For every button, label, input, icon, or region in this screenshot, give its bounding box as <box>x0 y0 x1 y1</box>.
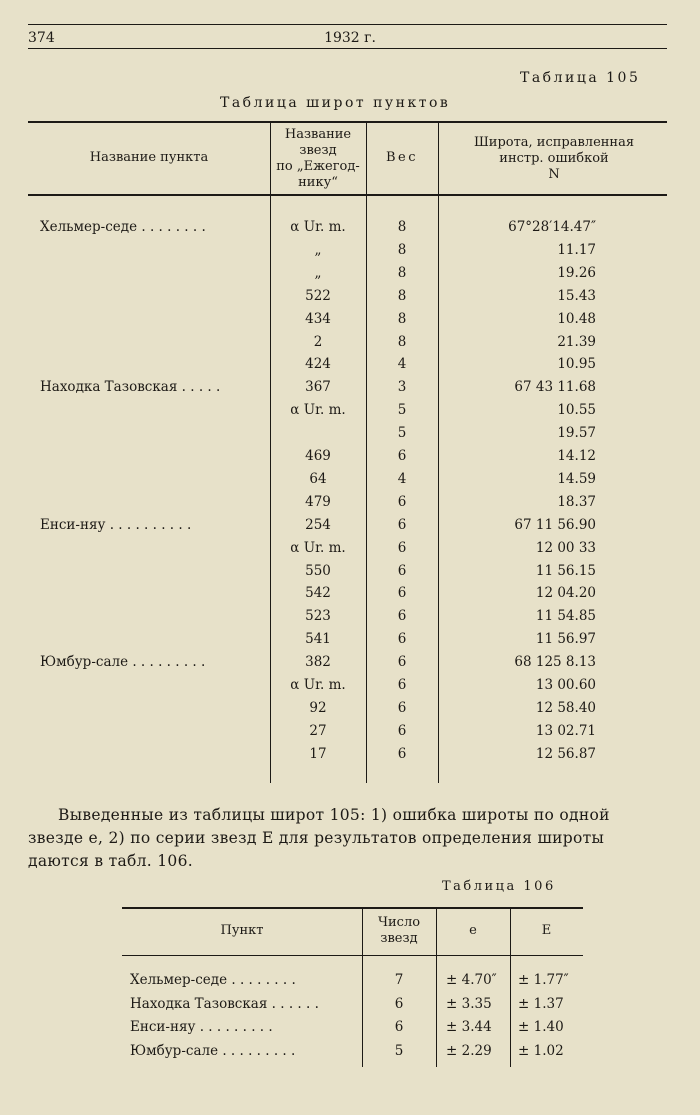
table105-cell-star: 2 <box>313 334 323 350</box>
table105-cell-star: 479 <box>305 494 331 510</box>
table105-cell-weight: 3 <box>397 379 407 395</box>
table105-col-lat-l1: Широта, исправленная <box>473 135 635 150</box>
table105-cell-lat: 10.48 <box>557 311 596 327</box>
table106-cell-e: ± 4.70″ <box>446 972 497 988</box>
table105-col-weight: Вес <box>385 150 419 165</box>
table105-cell-star: α Ur. m. <box>290 402 346 418</box>
table105-cell-weight: 6 <box>397 631 407 647</box>
table105-cell-weight: 6 <box>397 700 407 716</box>
table105-cell-weight: 8 <box>397 288 407 304</box>
table105-cell-point: Енси-няу . . . . . . . . . . <box>40 517 192 533</box>
table105-cell-weight: 6 <box>397 654 407 670</box>
table105-cell-weight: 5 <box>397 402 407 418</box>
table105-cell-point: Хельмер-седе . . . . . . . . <box>40 219 206 235</box>
table106-cell-num: 6 <box>394 996 404 1012</box>
table105-cell-weight: 6 <box>397 540 407 556</box>
table105-cell-weight: 8 <box>397 265 407 281</box>
table105-cell-lat: 14.59 <box>557 471 596 487</box>
table105-cell-weight: 5 <box>397 425 407 441</box>
table106-cell-E: ± 1.40 <box>518 1019 564 1035</box>
table105-cell-weight: 8 <box>397 334 407 350</box>
table106-cell-num: 6 <box>394 1019 404 1035</box>
table105-col-point: Название пункта <box>89 150 209 165</box>
table105-cell-star: α Ur. m. <box>290 677 346 693</box>
table105-cell-star: 522 <box>305 288 331 304</box>
table105-cell-lat: 11 54.85 <box>535 608 596 624</box>
page-year: 1932 г. <box>324 30 376 46</box>
table105-cell-lat: 15.43 <box>557 288 596 304</box>
table105-cell-lat: 19.26 <box>557 265 596 281</box>
paragraph-line-3: даются в табл. 106. <box>28 852 193 870</box>
table105-cell-star: α Ur. m. <box>290 219 346 235</box>
table105-cell-star: 367 <box>305 379 331 395</box>
table105-cell-lat: 12 56.87 <box>535 746 596 762</box>
table106-col-num-l2: звезд <box>380 931 418 946</box>
table105-cell-star: 382 <box>305 654 331 670</box>
table105-cell-weight: 4 <box>397 356 407 372</box>
table106-cell-e: ± 2.29 <box>446 1043 492 1059</box>
table105-cell-lat: 10.95 <box>557 356 596 372</box>
table105-cell-star: 17 <box>309 746 327 762</box>
table105-cell-lat: 67 11 56.90 <box>514 517 596 533</box>
table105-cell-weight: 6 <box>397 517 407 533</box>
table105-title: Таблица широт пунктов <box>220 95 451 111</box>
table106-cell-e: ± 3.35 <box>446 996 492 1012</box>
table105-cell-lat: 13 00.60 <box>535 677 596 693</box>
table105-cell-lat: 12 58.40 <box>535 700 596 716</box>
table105-col-lat-l2: инстр. ошибкой <box>499 151 609 166</box>
table105-cell-star: 469 <box>305 448 331 464</box>
paragraph-line-2: звезде e, 2) по серии звезд E для результатов определения широты <box>28 829 605 847</box>
table106-cell-E: ± 1.77″ <box>518 972 569 988</box>
table105-cell-lat: 11.17 <box>557 242 596 258</box>
table105-label: Таблица 105 <box>520 70 641 86</box>
table106-col-E: E <box>541 923 552 938</box>
table105-cell-lat: 67°28′14.47″ <box>508 219 596 235</box>
table105-cell-weight: 8 <box>397 311 407 327</box>
table105-cell-lat: 14.12 <box>557 448 596 464</box>
table105-cell-lat: 12 00 33 <box>535 540 596 556</box>
table105-cell-lat: 11 56.97 <box>535 631 596 647</box>
table105-cell-star: 542 <box>305 585 331 601</box>
table105-cell-star: α Ur. m. <box>290 540 346 556</box>
paragraph-line-1: Выведенные из таблицы широт 105: 1) ошибка широты по одной <box>58 806 610 824</box>
table105-cell-weight: 6 <box>397 585 407 601</box>
table105-cell-point: Находка Тазовская . . . . . <box>40 379 221 395</box>
table105-cell-lat: 10.55 <box>557 402 596 418</box>
table105-cell-weight: 8 <box>397 242 407 258</box>
table105-cell-lat: 13 02.71 <box>535 723 596 739</box>
table105-cell-star: 550 <box>305 563 331 579</box>
table106-cell-point: Находка Тазовская . . . . . . <box>130 996 319 1012</box>
table106-cell-E: ± 1.37 <box>518 996 564 1012</box>
table105-cell-star: 254 <box>305 517 331 533</box>
table105-cell-star: „ <box>314 242 322 258</box>
table106-label: Таблица 106 <box>442 879 556 894</box>
table105-cell-point: Юмбур-сале . . . . . . . . . <box>40 654 206 670</box>
table105-col-lat-l3: N <box>548 167 560 182</box>
table106-col-point: Пункт <box>220 923 264 938</box>
table106-cell-point: Юмбур-сале . . . . . . . . . <box>130 1043 296 1059</box>
table105-col-star-l4: нику“ <box>298 175 338 190</box>
table105-cell-star: 523 <box>305 608 331 624</box>
table105-cell-star: 541 <box>305 631 331 647</box>
table105-cell-weight: 6 <box>397 723 407 739</box>
table105-cell-weight: 6 <box>397 563 407 579</box>
table106-cell-E: ± 1.02 <box>518 1043 564 1059</box>
table105-cell-lat: 19.57 <box>557 425 596 441</box>
table106-col-num-l1: Число <box>377 915 421 930</box>
table105-cell-star: 434 <box>305 311 331 327</box>
table105-cell-weight: 6 <box>397 677 407 693</box>
table106-cell-point: Хельмер-седе . . . . . . . . <box>130 972 296 988</box>
table105-cell-star: 64 <box>309 471 327 487</box>
table105-cell-lat: 12 04.20 <box>535 585 596 601</box>
table105-cell-weight: 6 <box>397 494 407 510</box>
table106-col-e: e <box>469 923 477 938</box>
table106-cell-num: 7 <box>394 972 404 988</box>
table105-cell-lat: 21.39 <box>557 334 596 350</box>
table105-cell-lat: 67 43 11.68 <box>514 379 596 395</box>
table106-cell-point: Енси-няу . . . . . . . . . <box>130 1019 273 1035</box>
table105-cell-weight: 8 <box>397 219 407 235</box>
table106-cell-num: 5 <box>394 1043 404 1059</box>
table106-cell-e: ± 3.44 <box>446 1019 492 1035</box>
table105-col-star-l3: по „Ежегод- <box>276 159 360 174</box>
table105-cell-star: „ <box>314 265 322 281</box>
table105-cell-lat: 18.37 <box>557 494 596 510</box>
table105-cell-star: 92 <box>309 700 327 716</box>
table105-cell-weight: 6 <box>397 608 407 624</box>
table105-cell-lat: 11 56.15 <box>535 563 596 579</box>
table105-cell-star: 27 <box>309 723 327 739</box>
table105-cell-weight: 6 <box>397 746 407 762</box>
page-number: 374 <box>28 30 55 46</box>
table105-cell-weight: 6 <box>397 448 407 464</box>
table105-col-star-l2: звезд <box>299 143 337 158</box>
table105-col-star-l1: Название <box>284 127 352 142</box>
table105-cell-lat: 68 125 8.13 <box>514 654 596 670</box>
table105-cell-star: 424 <box>305 356 331 372</box>
table105-cell-weight: 4 <box>397 471 407 487</box>
